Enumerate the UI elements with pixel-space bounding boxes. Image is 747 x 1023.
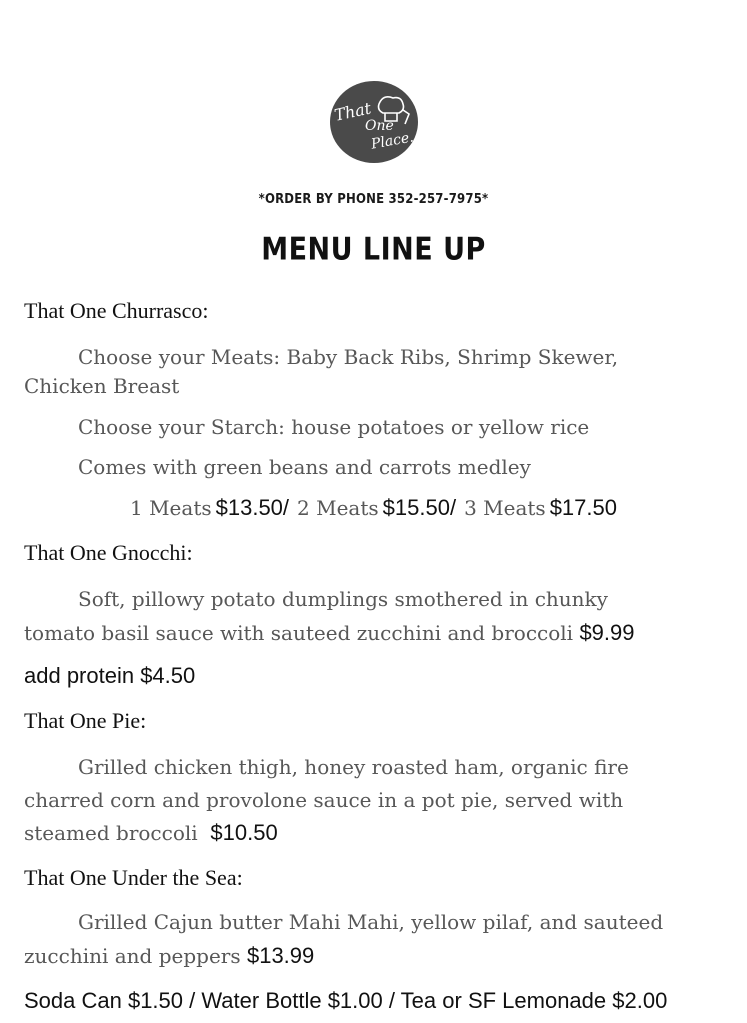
sea-desc-line1: Grilled Cajun butter Mahi Mahi, yellow pilaf, and sauteed	[78, 910, 664, 934]
option-3-label: 3 Meats	[464, 496, 546, 520]
gnocchi-addon: add protein $4.50	[24, 663, 196, 688]
churrasco-starch: Choose your Starch: house potatoes or yellow rice	[78, 415, 590, 439]
logo-line-place: Place.	[369, 129, 415, 153]
churrasco-sides: Comes with green beans and carrots medley	[78, 455, 531, 479]
order-by-phone: *ORDER BY PHONE 352-257-7975*	[258, 192, 489, 207]
option-1-label: 1 Meats	[130, 496, 212, 520]
pie-heading: That One Pie:	[24, 708, 147, 733]
gnocchi-desc-line2	[24, 620, 635, 646]
pie-price: $10.50	[210, 820, 278, 845]
pie-desc-line2: charred corn and provolone sauce in a pot pie, served with	[24, 788, 624, 812]
option-3-price: $17.50	[549, 495, 617, 520]
drinks-line: Soda Can $1.50 / Water Bottle $1.00 / Tea or SF Lemonade $2.00	[24, 988, 668, 1013]
logo-line-that: That	[332, 98, 373, 125]
pie-desc-line3	[24, 820, 278, 846]
churrasco-price-options	[0, 495, 747, 521]
option-2-price: $15.50/	[382, 495, 457, 520]
option-2-label: 2 Meats	[297, 496, 379, 520]
gnocchi-desc-line1: Soft, pillowy potato dumplings smothered in chunky	[78, 587, 608, 611]
pie-desc-text: steamed broccoli	[24, 821, 198, 845]
gnocchi-desc-text: tomato basil sauce with sauteed zucchini and broccoli	[24, 621, 574, 645]
churrasco-meats-line1: Choose your Meats: Baby Back Ribs, Shrimp Skewer,	[78, 345, 619, 369]
sea-desc-line2	[24, 943, 314, 969]
that-one-place-logo	[329, 80, 419, 164]
sea-price: $13.99	[246, 943, 315, 968]
gnocchi-heading: That One Gnocchi:	[24, 540, 193, 565]
sea-heading: That One Under the Sea:	[24, 865, 243, 890]
churrasco-heading: That One Churrasco:	[24, 298, 209, 323]
gnocchi-price: $9.99	[579, 620, 635, 645]
sea-desc-text: zucchini and peppers	[24, 944, 241, 968]
churrasco-meats-line2: Chicken Breast	[24, 374, 180, 398]
logo-line-one: One	[365, 118, 394, 134]
pie-desc-line1: Grilled chicken thigh, honey roasted ham, organic fire	[78, 755, 629, 779]
menu-title: MENU LINE UP	[261, 231, 486, 268]
option-1-price: $13.50/	[215, 495, 290, 520]
